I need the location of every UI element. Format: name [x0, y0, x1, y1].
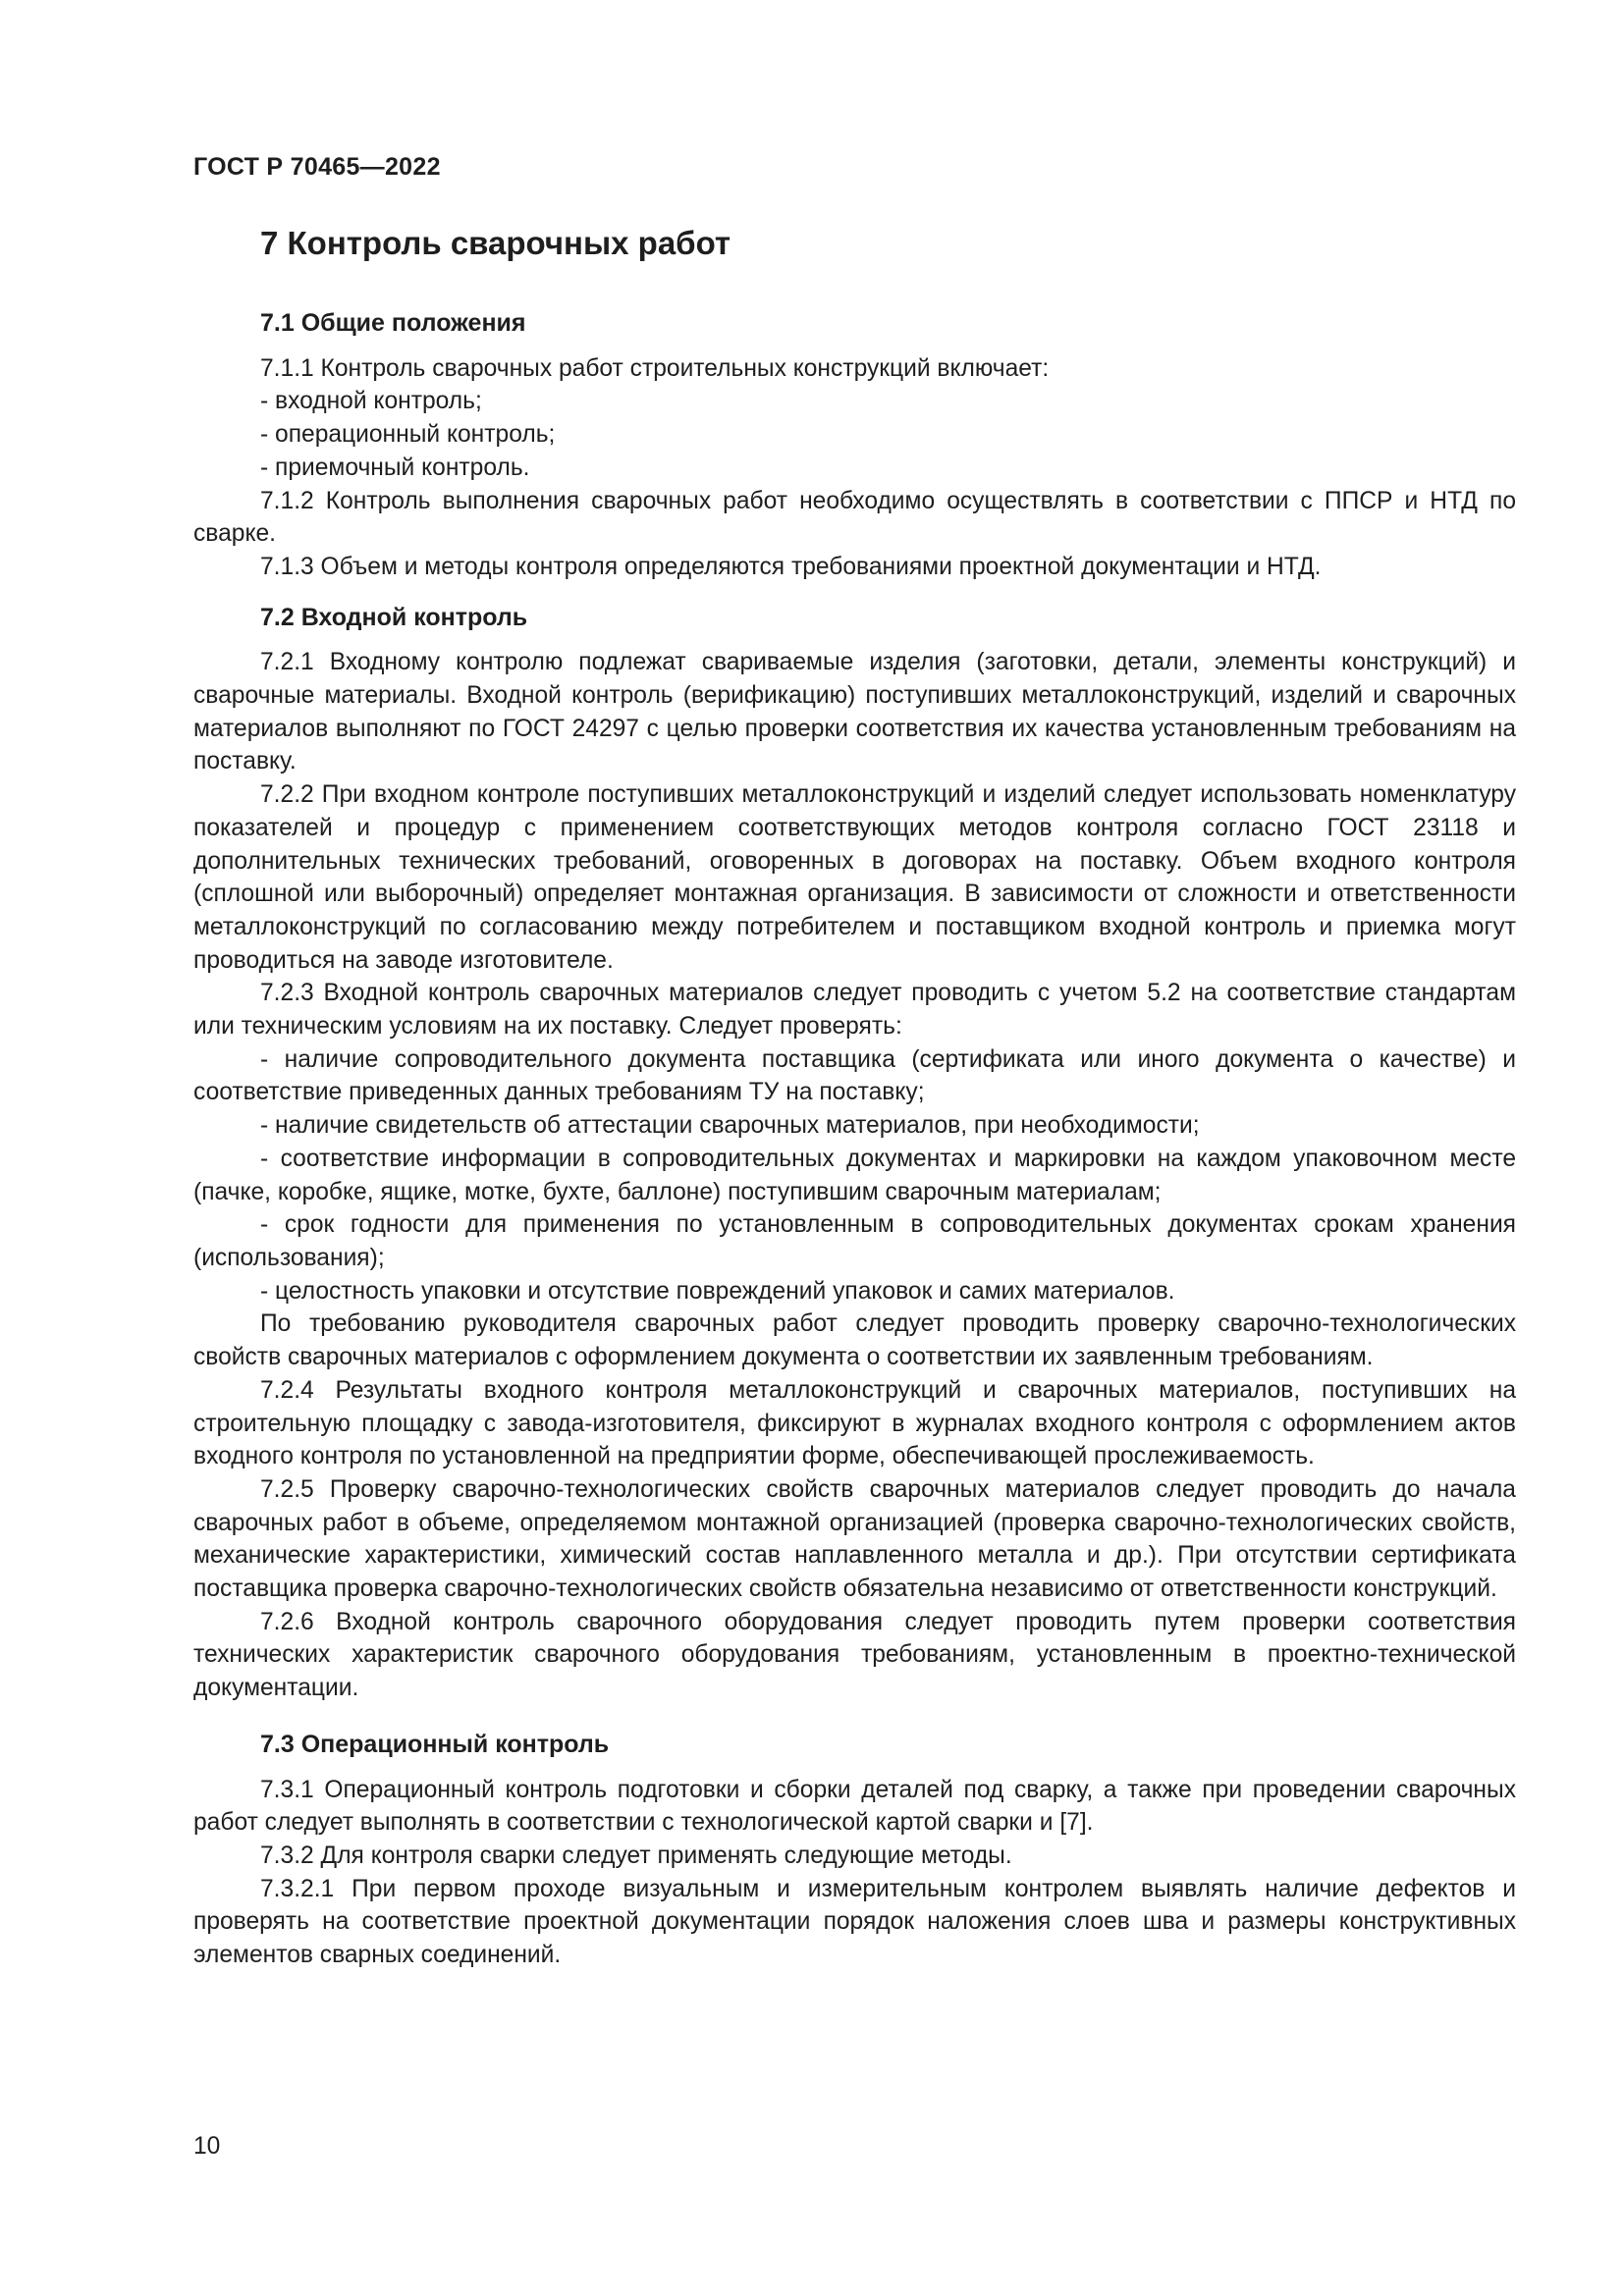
paragraph-7-2-1: 7.2.1 Входному контролю подлежат свариваемые изделия (заготовки, детали, элементы конструкций) и сварочные материалы. Входной контроль (верификацию) поступивших металлоконструкций, изделий и сварочных материалов выполняют по ГОСТ 24297 с целью проверки соответствия их качества установленным требованиям на поставку.	[193, 649, 1516, 775]
list-item: - наличие свидетельств об аттестации сварочных материалов, при необходимости;	[260, 1112, 1200, 1140]
document-code: ГОСТ Р 70465—2022	[193, 153, 441, 181]
paragraph-7-2-5: 7.2.5 Проверку сварочно-технологических свойств сварочных материалов следует проводить до начала сварочных работ в объеме, определяемом монтажной организацией (проверка сварочно-технологических свойств, механические характеристики, химический состав наплавленного металла и др.). При отсутствии сертификата поставщика проверка сварочно-технологических свойств обязательна независимо от ответственности конструкций.	[193, 1475, 1516, 1603]
list-item: - соответствие информации в сопроводительных документах и маркировки на каждом упаковочном месте (пачке, коробке, ящике, мотке, бухте, баллоне) поступившим сварочным материалам;	[193, 1145, 1516, 1205]
paragraph-7-2-2: 7.2.2 При входном контроле поступивших металлоконструкций и изделий следует использовать номенклатуру показателей и процедур с применением соответствующих методов контроля согласно ГОСТ 23118 и дополнительных технических требований, оговоренных в договорах на поставку. Объем входного контроля (сплошной или выборочный) определяет монтажная организация. В зависимости от сложности и ответственности металлоконструкций по согласованию между потребителем и поставщиком входной контроль и приемка могут проводиться на заводе изготовителе.	[193, 781, 1516, 974]
paragraph-7-1-3: 7.1.3 Объем и методы контроля определяются требованиями проектной документации и НТД.	[260, 553, 1322, 580]
list-item: - целостность упаковки и отсутствие повреждений упаковок и самих материалов.	[260, 1277, 1175, 1305]
paragraph-7-3-2: 7.3.2 Для контроля сварки следует применять следующие методы.	[260, 1842, 1012, 1869]
list-item: - операционный контроль;	[260, 421, 556, 449]
list-item: - приемочный контроль.	[260, 454, 530, 481]
list-item: - срок годности для применения по установленным в сопроводительных документах срокам хранения (использования);	[193, 1211, 1516, 1271]
document-body	[193, 307, 1516, 1972]
paragraph-7-1-2: 7.1.2 Контроль выполнения сварочных работ необходимо осуществлять в соответствии с ППСР и НТД по сварке.	[193, 487, 1516, 548]
list-item: - наличие сопроводительного документа поставщика (сертификата или иного документа о качестве) и соответствие приведенных данных требованиям ТУ на поставку;	[193, 1045, 1516, 1106]
section-heading-7-2: 7.2 Входной контроль	[260, 603, 528, 631]
chapter-title: 7 Контроль сварочных работ	[260, 225, 731, 261]
section-heading-7-1: 7.1 Общие положения	[260, 309, 526, 337]
paragraph-7-1-1: 7.1.1 Контроль сварочных работ строительных конструкций включает:	[260, 354, 1050, 382]
paragraph-7-3-2-1: 7.3.2.1 При первом проходе визуальным и измерительным контролем выявлять наличие дефектов и проверять на соответствие проектной документации порядок наложения слоев шва и размеры конструктивных элементов сварных соединений.	[193, 1875, 1516, 1969]
section-heading-7-3: 7.3 Операционный контроль	[260, 1730, 610, 1758]
list-item: - входной контроль;	[260, 388, 482, 415]
paragraph-7-2-3: 7.2.3 Входной контроль сварочных материалов следует проводить с учетом 5.2 на соответствие стандартам или техническим условиям на их поставку. Следует проверять:	[193, 980, 1516, 1041]
paragraph-7-3-1: 7.3.1 Операционный контроль подготовки и сборки деталей под сварку, а также при проведении сварочных работ следует выполнять в соответствии с технологической картой сварки и [7].	[193, 1776, 1516, 1837]
paragraph-7-2-6: 7.2.6 Входной контроль сварочного оборудования следует проводить путем проверки соответствия технических характеристик сварочного оборудования требованиям, установленным в проектно-технической документации.	[193, 1608, 1516, 1702]
paragraph-requirement-note: По требованию руководителя сварочных работ следует проводить проверку сварочно-технологических свойств сварочных материалов с оформлением документа о соответствии их заявленным требованиям.	[193, 1310, 1516, 1371]
paragraph-7-2-4: 7.2.4 Результаты входного контроля металлоконструкций и сварочных материалов, поступивших на строительную площадку с завода-изготовителя, фиксируют в журналах входного контроля с оформлением актов входного контроля по установленной на предприятии форме, обеспечивающей прослеживаемость.	[193, 1376, 1516, 1470]
page-number: 10	[193, 2133, 221, 2160]
